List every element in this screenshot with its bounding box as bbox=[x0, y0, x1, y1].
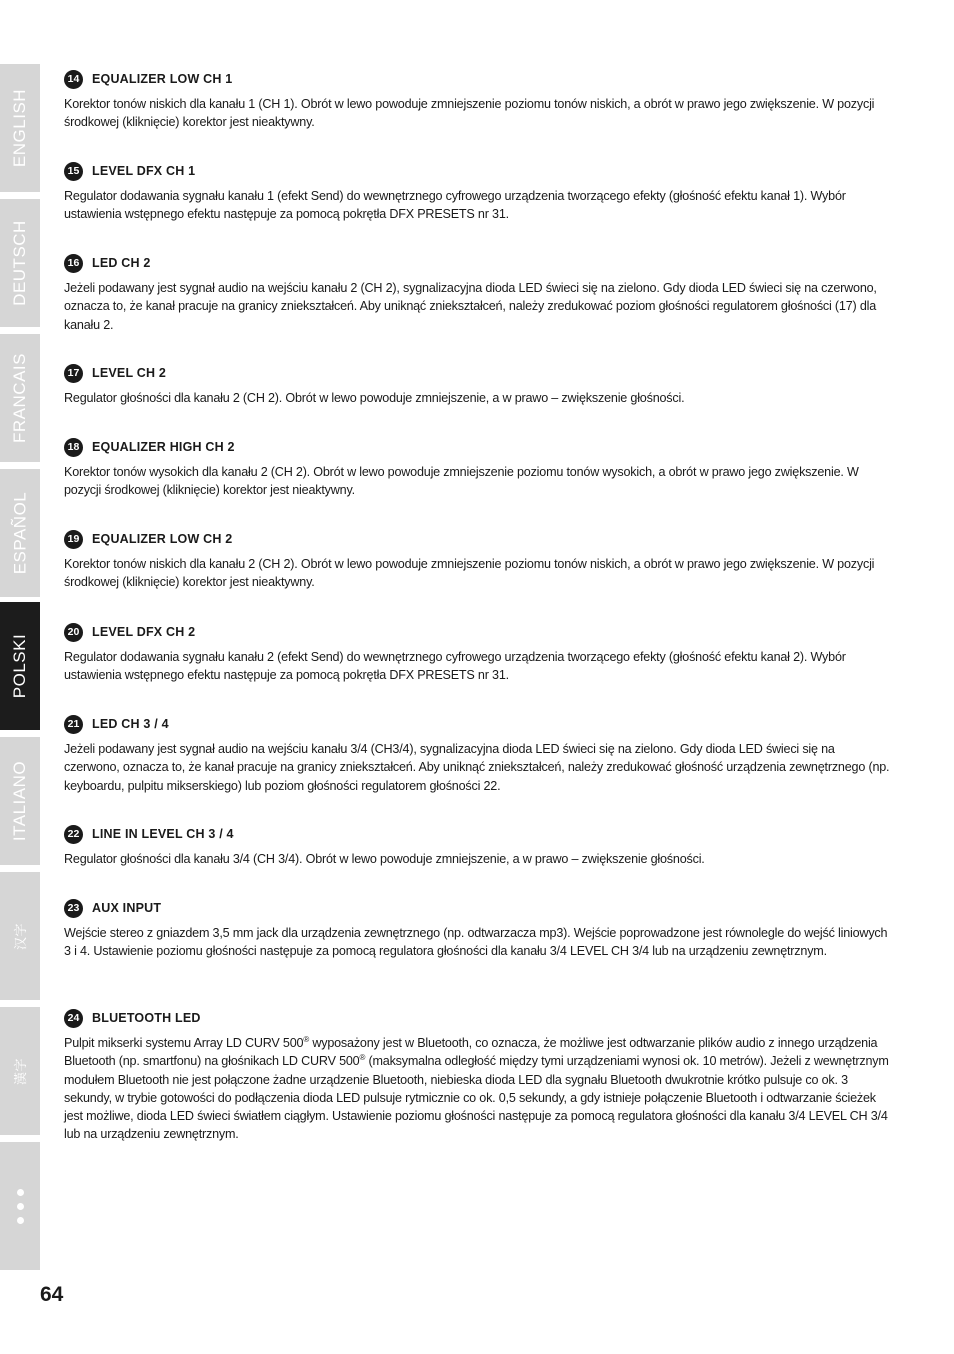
tab-espanol[interactable] bbox=[0, 469, 40, 597]
section-text: Regulator dodawania sygnału kanału 2 (efekt Send) do wewnętrznego cyfrowego urządzenia tworzącego efekty (głośność efektu kanał 2). Wybór ustawienia wstępnego efektu następuje za pomocą pokrętła DFX PRESETS nr 31. bbox=[64, 650, 846, 683]
tab-english[interactable] bbox=[0, 64, 40, 192]
section-18 bbox=[64, 436, 892, 500]
section-heading bbox=[64, 436, 892, 458]
registered-mark: ® bbox=[359, 1053, 366, 1063]
section-21 bbox=[64, 713, 892, 795]
page-number: 64 bbox=[40, 1283, 64, 1306]
tab-label: 汉字 bbox=[13, 922, 29, 950]
section-title: LEVEL DFX CH 1 bbox=[92, 164, 196, 178]
section-title: LEVEL DFX CH 2 bbox=[92, 625, 196, 639]
number-badge: 24 bbox=[64, 1009, 83, 1028]
section-20 bbox=[64, 621, 892, 685]
section-heading bbox=[64, 362, 892, 384]
section-text: Korektor tonów wysokich dla kanału 2 (CH 2). Obrót w lewo powoduje zmniejszenie poziomu tonów wysokich, a obrót w prawo jego zwiększenie. W pozycji środkowej (kliknięcie) korektor jest nieaktywny. bbox=[64, 465, 859, 498]
section-text: Korektor tonów niskich dla kanału 2 (CH 2). Obrót w lewo powoduje zmniejszenie poziomu tonów niskich, a obrót w prawo jego zwiększenie. W pozycji środkowej (kliknięcie) korektor jest nieaktywny. bbox=[64, 557, 875, 590]
number-badge: 22 bbox=[64, 825, 83, 844]
number-badge: 20 bbox=[64, 623, 83, 642]
section-title: LEVEL CH 2 bbox=[92, 366, 167, 380]
tab-italiano[interactable] bbox=[0, 737, 40, 865]
tab-label: ENGLISH bbox=[10, 88, 30, 168]
section-heading bbox=[64, 160, 892, 182]
section-17 bbox=[64, 362, 892, 407]
number-badge: 18 bbox=[64, 438, 83, 457]
section-text: Korektor tonów niskich dla kanału 1 (CH 1). Obrót w lewo powoduje zmniejszenie poziomu tonów niskich, a obrót w prawo jego zwiększenie. W pozycji środkowej (kliknięcie) korektor jest nieaktywny. bbox=[64, 97, 875, 130]
section-heading bbox=[64, 528, 892, 550]
section-text: Regulator głośności dla kanału 2 (CH 2). Obrót w lewo powoduje zmniejszenie, a w prawo – zwiększenie głośności. bbox=[64, 391, 685, 405]
section-text: Regulator dodawania sygnału kanału 1 (efekt Send) do wewnętrznego cyfrowego urządzenia tworzącego efekty (głośność efektu kanał 1). Wybór ustawienia wstępnego efektu następuje za pomocą pokrętła DFX PRESETS nr 31. bbox=[64, 189, 846, 222]
section-title: EQUALIZER LOW CH 1 bbox=[92, 72, 233, 86]
tab-deutsch[interactable] bbox=[0, 199, 40, 327]
tab-polski[interactable] bbox=[0, 602, 40, 730]
number-badge: 17 bbox=[64, 364, 83, 383]
section-16 bbox=[64, 252, 892, 334]
number-badge: 19 bbox=[64, 530, 83, 549]
section-text bbox=[64, 1034, 892, 1144]
tab-francais[interactable] bbox=[0, 334, 40, 462]
number-badge: 16 bbox=[64, 254, 83, 273]
text-run: wyposażony jest w Bluetooth, co oznacza, że możliwe jest odtwarzanie plików audio z innego urządzenia Bluetooth (np. smartfonu) na głośnikach LD CURV 500 bbox=[64, 1036, 878, 1069]
section-text: Regulator głośności dla kanału 3/4 (CH 3/4). Obrót w lewo powoduje zmniejszenie, a w prawo – zwiększenie głośności. bbox=[64, 852, 705, 866]
section-text: Jeżeli podawany jest sygnał audio na wejściu kanału 2 (CH 2), sygnalizacyjna dioda LED świeci się na zielono. Gdy dioda LED świeci się na czerwono, oznacza to, że kanał pracuje na granicy zniekształceń. Aby uniknąć zniekształceń, należy zredukować poziom głośności regulatorem głośności (17) dla kanału 2. bbox=[64, 281, 877, 332]
section-19 bbox=[64, 528, 892, 592]
tab-chinese-traditional[interactable] bbox=[0, 1007, 40, 1135]
number-badge: 23 bbox=[64, 899, 83, 918]
section-heading bbox=[64, 897, 892, 919]
section-heading bbox=[64, 1007, 892, 1029]
section-title: AUX INPUT bbox=[92, 901, 162, 915]
tab-label: DEUTSCH bbox=[10, 220, 30, 306]
tab-chinese-simplified[interactable] bbox=[0, 872, 40, 1000]
section-text: Jeżeli podawany jest sygnał audio na wejściu kanału 3/4 (CH3/4), sygnalizacyjna dioda LED świeci się na zielono. Gdy dioda LED świeci się na czerwono, oznacza to, że kanał pracuje na granicy zniekształceń. Aby uniknąć zniekształceń, należy zredukować głośność urządzenia zewnętrznego (np. keyboardu, pulpitu mikserskiego) lub poziom głośności regulatorem głośności 22. bbox=[64, 742, 890, 793]
tab-label: 漢字 bbox=[13, 1057, 29, 1085]
tab-more[interactable] bbox=[0, 1142, 40, 1270]
number-badge: 15 bbox=[64, 162, 83, 181]
section-heading bbox=[64, 713, 892, 735]
section-heading bbox=[64, 823, 892, 845]
tab-label: POLSKI bbox=[10, 633, 30, 699]
text-run: Pulpit mikserki systemu Array LD CURV 500 bbox=[64, 1036, 304, 1050]
number-badge: 21 bbox=[64, 715, 83, 734]
section-heading bbox=[64, 252, 892, 274]
section-15 bbox=[64, 160, 892, 224]
tab-label: ESPAÑOL bbox=[10, 491, 29, 575]
section-title: LINE IN LEVEL CH 3 / 4 bbox=[92, 827, 234, 841]
section-title: LED CH 3 / 4 bbox=[92, 717, 169, 731]
text-run: (maksymalna odległość między tymi urządzeniami wynosi ok. 10 metrów). Jeżeli z wewnętrznym modułem Bluetooth nie jest połączone żadne urządzenie Bluetooth, niebieska dioda LED dla sygnału Bluetooth dwukrotnie krótko pulsuje co ok. 3 sekundy, w trybie gotowości do podłączenia dioda LED pulsuje rytmicznie co ok. 0,5 sekundy, a gdy istnieje połączenie Bluetooth i odtwarzanie ścieżek jest możliwe, dioda LED świeci światłem ciągłym. Ustawienie poziomu głośności następuje za pomocą regulatora głośności dla kanału 3/4 LEVEL CH 3/4 lub na urządzeniu zewnętrznym. bbox=[64, 1054, 889, 1142]
section-22 bbox=[64, 823, 892, 868]
section-24 bbox=[64, 1007, 892, 1144]
section-title: LED CH 2 bbox=[92, 256, 151, 270]
section-14 bbox=[64, 68, 892, 132]
section-23 bbox=[64, 897, 892, 961]
ellipsis-vertical-icon bbox=[17, 1189, 24, 1224]
section-heading bbox=[64, 621, 892, 643]
section-title: BLUETOOTH LED bbox=[92, 1011, 201, 1025]
registered-mark: ® bbox=[303, 1034, 310, 1044]
section-title: EQUALIZER LOW CH 2 bbox=[92, 532, 233, 546]
tab-label: FRANCAIS bbox=[10, 353, 29, 443]
section-text: Wejście stereo z gniazdem 3,5 mm jack dla urządzenia zewnętrznego (np. odtwarzacza mp3). Wejście poprowadzone jest równolegle do wejść liniowych 3 i 4. Ustawienie poziomu głośności następuje za pomocą regulatora głośności dla kanału 3/4 LEVEL CH 3/4 lub na urządzeniu zewnętrznym. bbox=[64, 926, 888, 959]
tab-label: ITALIANO bbox=[10, 760, 30, 842]
number-badge: 14 bbox=[64, 70, 83, 89]
section-title: EQUALIZER HIGH CH 2 bbox=[92, 440, 235, 454]
section-heading bbox=[64, 68, 892, 90]
